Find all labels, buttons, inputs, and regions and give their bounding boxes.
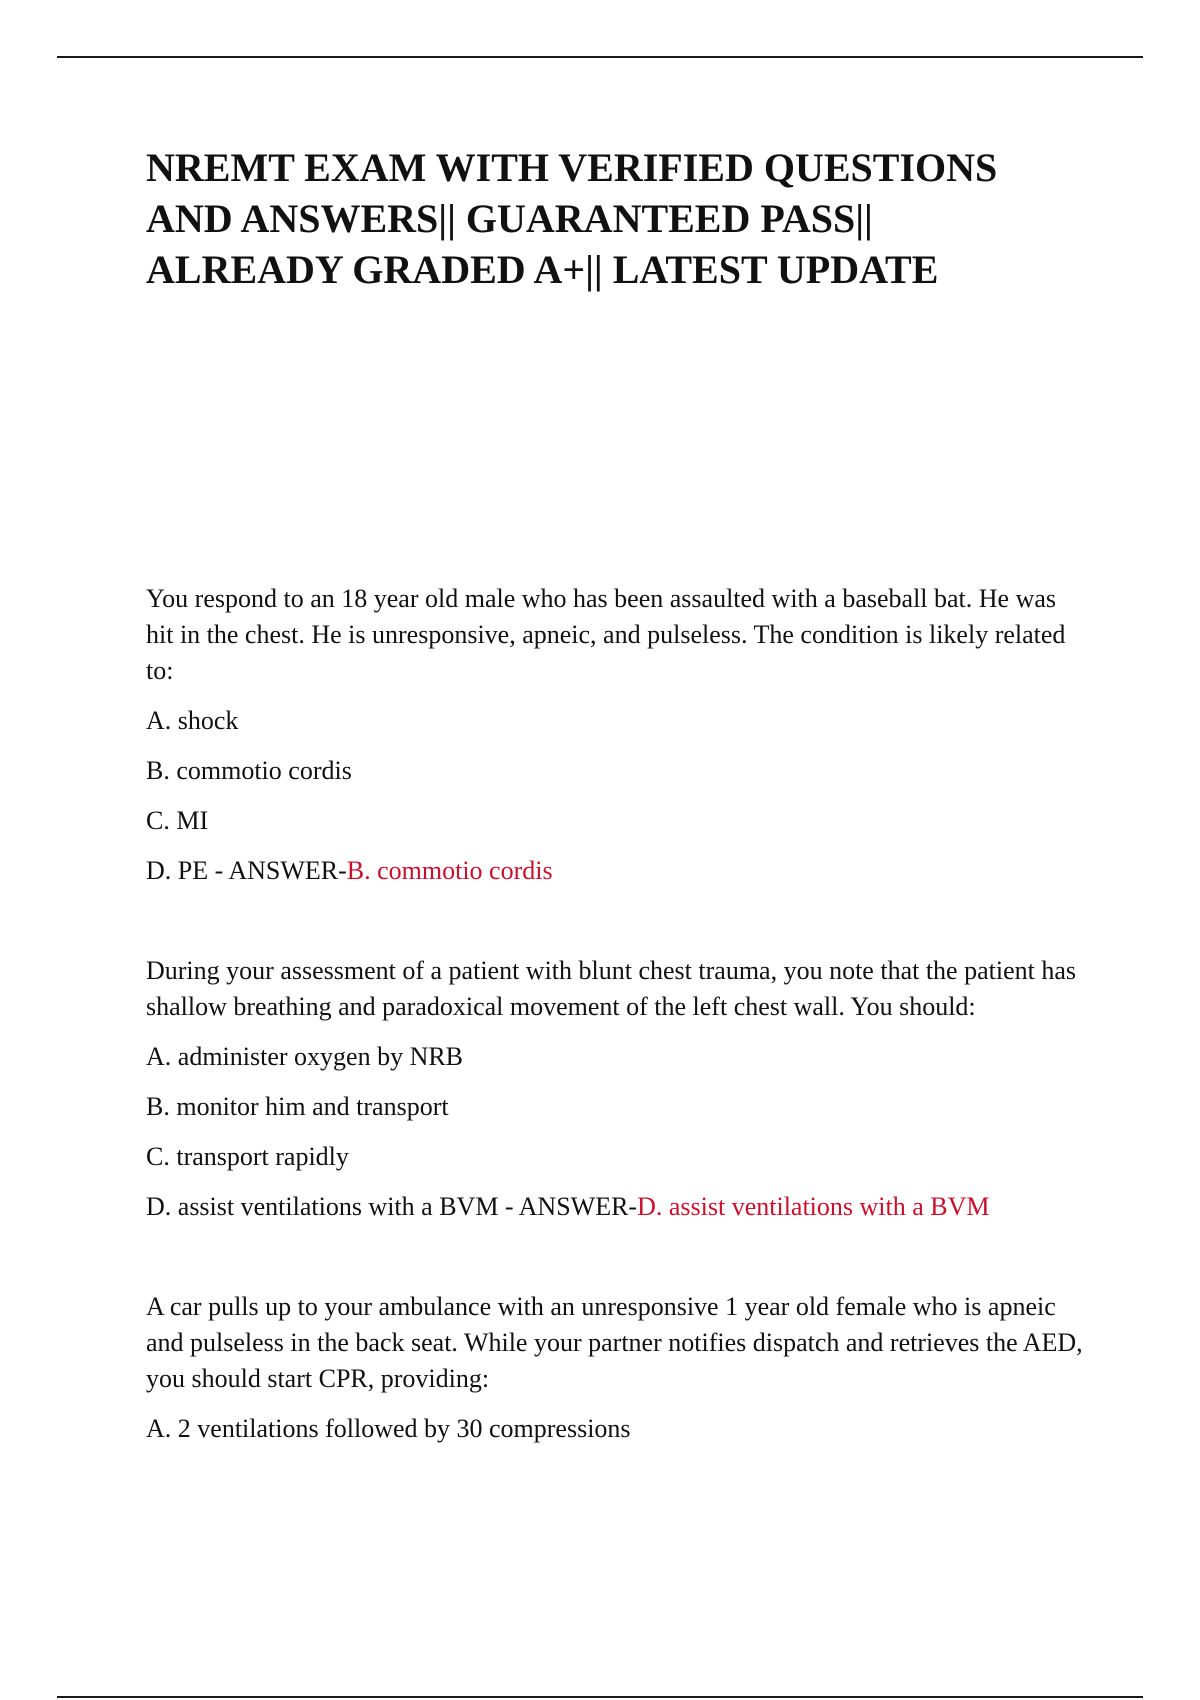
option-d-with-answer (146, 853, 1086, 889)
option-d: D. PE - ANSWER- (146, 856, 347, 885)
document-title (146, 142, 1106, 295)
option-c: C. MI (146, 806, 209, 835)
option-a: A. administer oxygen by NRB (146, 1042, 464, 1071)
option-c: C. transport rapidly (146, 1142, 349, 1171)
option-b: B. monitor him and transport (146, 1092, 449, 1121)
option-d-with-answer (146, 1189, 1086, 1225)
title-line-1: NREMT EXAM WITH VERIFIED QUESTIONS (146, 145, 998, 190)
answer-key: B. commotio cordis (346, 856, 553, 885)
title-line-2: AND ANSWERS|| GUARANTEED PASS|| (146, 196, 873, 241)
answer-key: D. assist ventilations with a BVM (637, 1192, 990, 1221)
top-rule (57, 56, 1143, 58)
bottom-rule (57, 1696, 1143, 1698)
option-b: B. commotio cordis (146, 756, 352, 785)
option-d: D. assist ventilations with a BVM - ANSWER- (146, 1192, 638, 1221)
option-a: A. shock (146, 706, 239, 735)
title-line-3: ALREADY GRADED A+|| LATEST UPDATE (146, 247, 939, 292)
question-block-1 (146, 581, 1086, 889)
question-text: You respond to an 18 year old male who has been assaulted with a baseball bat. He was hit in the chest. He is unresponsive, apneic, and pulseless. The condition is likely related to: (146, 584, 1066, 685)
question-list (146, 581, 1086, 1447)
question-text: During your assessment of a patient with blunt chest trauma, you note that the patient has shallow breathing and paradoxical movement of the left chest wall. You should: (146, 956, 1077, 1021)
question-block-2 (146, 953, 1086, 1225)
option-a: A. 2 ventilations followed by 30 compressions (146, 1414, 631, 1443)
question-text: A car pulls up to your ambulance with an unresponsive 1 year old female who is apneic and pulseless in the back seat. While your partner notifies dispatch and retrieves the AED, you should start CPR, providing: (146, 1292, 1083, 1393)
question-block-3 (146, 1289, 1086, 1447)
